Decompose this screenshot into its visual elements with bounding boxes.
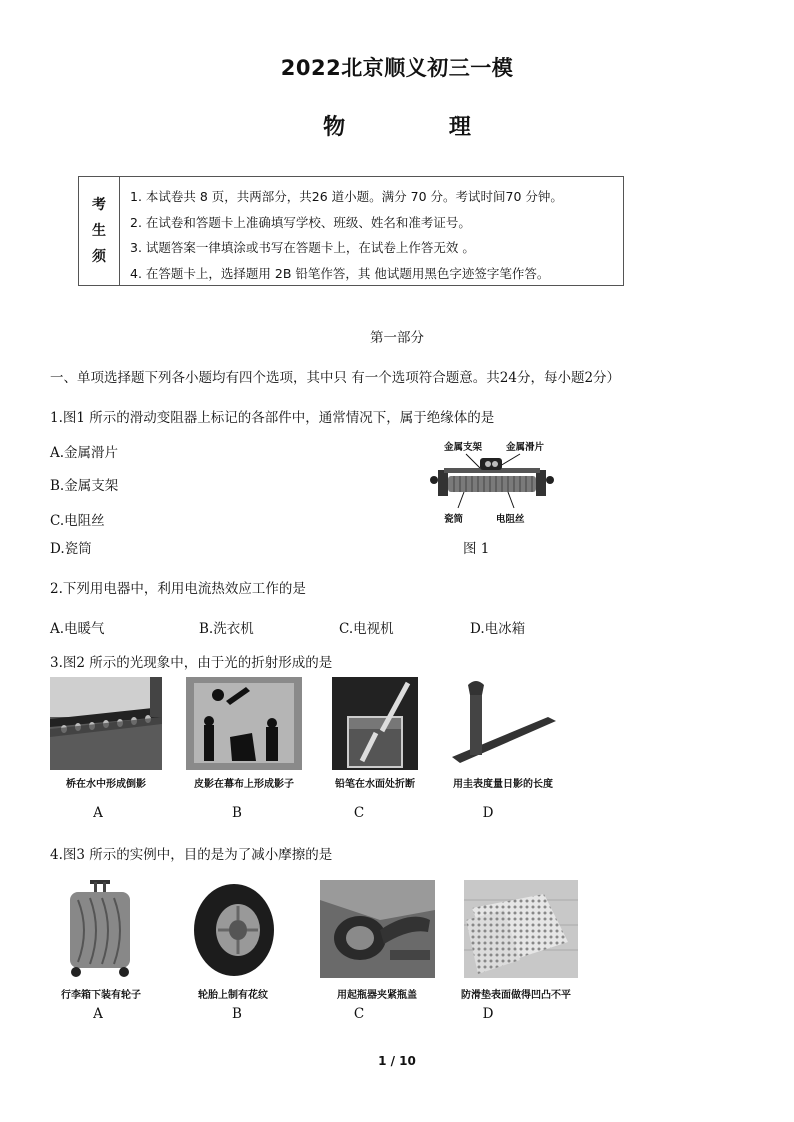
q3-caption-d: 用圭表度量日影的长度 bbox=[453, 779, 553, 790]
q3-caption-c: 铅笔在水面处折断 bbox=[335, 779, 415, 790]
q3-caption-b: 皮影在幕布上形成影子 bbox=[194, 779, 294, 790]
notice-item: 1. 本试卷共 8 页，共两部分，共26 道小题。满分 70 分。考试时间70 分钟。 bbox=[130, 189, 563, 204]
pencil-in-water-image bbox=[332, 677, 418, 770]
q4-caption-b: 轮胎上制有花纹 bbox=[198, 990, 268, 1001]
q2-option-b: B.洗衣机 bbox=[199, 621, 254, 637]
shadow-puppet-image bbox=[186, 677, 302, 770]
fig1-label-wire: 电阻丝 bbox=[496, 514, 525, 525]
q4-caption-c: 用起瓶器夹紧瓶盖 bbox=[337, 990, 417, 1001]
q4-letter-a: A bbox=[93, 1006, 103, 1022]
notice-item: 2. 在试卷和答题卡上准确填写学校、班级、姓名和准考证号。 bbox=[130, 214, 471, 230]
exam-title: 2022北京顺义初三一模 bbox=[280, 56, 514, 80]
notice-items bbox=[120, 177, 623, 285]
notice-label-char: 生 bbox=[92, 223, 106, 239]
anti-slip-mat-image bbox=[464, 880, 578, 978]
figure-1-caption: 图 1 bbox=[463, 541, 490, 557]
question-2-stem: 2.下列用电器中，利用电流热效应工作的是 bbox=[50, 581, 306, 597]
q4-caption-d: 防滑垫表面做得凹凸不平 bbox=[461, 990, 571, 1001]
q3-letter-a: A bbox=[93, 805, 103, 821]
q2-option-c: C.电视机 bbox=[339, 621, 394, 637]
question-1-stem: 1.图1 所示的滑动变阻器上标记的各部件中，通常情况下，属于绝缘体的是 bbox=[50, 410, 495, 426]
section-heading: 一、单项选择题下列各小题均有四个选项，其中只 有一个选项符合题意。共24分，每小题2分） bbox=[50, 370, 621, 386]
notice-label bbox=[79, 177, 120, 285]
notice-label-char: 须 bbox=[92, 249, 106, 265]
q4-caption-a: 行李箱下装有轮子 bbox=[61, 990, 141, 1001]
q3-letter-c: C bbox=[353, 805, 365, 821]
fig1-label-bracket: 金属支架 bbox=[444, 442, 483, 453]
exam-notice-box bbox=[78, 176, 624, 286]
question-3-stem: 3.图2 所示的光现象中，由于光的折射形成的是 bbox=[50, 655, 333, 671]
gnomon-image bbox=[448, 677, 558, 770]
notice-item: 4. 在答题卡上，选择题用 2B 铅笔作答，其 他试题用黑色字迹签字笔作答。 bbox=[130, 265, 550, 281]
q1-option-b: B.金属支架 bbox=[50, 478, 119, 494]
page-number: 1 / 10 bbox=[378, 1054, 416, 1068]
q1-option-a: A.金属滑片 bbox=[50, 445, 119, 461]
rheostat-figure bbox=[428, 452, 556, 510]
q4-letter-c: C bbox=[353, 1006, 365, 1022]
subject-title: 物 理 bbox=[323, 115, 519, 140]
part-title: 第一部分 bbox=[370, 330, 424, 346]
q2-option-d: D.电冰箱 bbox=[470, 621, 526, 637]
bridge-reflection-image bbox=[50, 677, 162, 770]
fig1-label-tube: 瓷筒 bbox=[444, 514, 464, 525]
q1-option-c: C.电阻丝 bbox=[50, 513, 105, 529]
fig1-label-slider: 金属滑片 bbox=[506, 442, 545, 453]
question-4-stem: 4.图3 所示的实例中，目的是为了减小摩擦的是 bbox=[50, 847, 333, 863]
q4-letter-b: B bbox=[232, 1006, 242, 1022]
notice-item: 3. 试题答案一律填涂或书写在答题卡上，在试卷上作答无效 。 bbox=[130, 240, 475, 255]
tire-image bbox=[176, 880, 290, 978]
q3-letter-b: B bbox=[232, 805, 242, 821]
q3-caption-a: 桥在水中形成倒影 bbox=[66, 779, 146, 790]
q2-option-a: A.电暖气 bbox=[50, 621, 105, 637]
q3-letter-d: D bbox=[482, 805, 494, 821]
q4-letter-d: D bbox=[482, 1006, 494, 1022]
q1-option-d: D.瓷筒 bbox=[50, 541, 92, 557]
bottle-opener-image bbox=[320, 880, 435, 978]
suitcase-image bbox=[60, 880, 140, 978]
notice-label-char: 考 bbox=[92, 197, 106, 213]
